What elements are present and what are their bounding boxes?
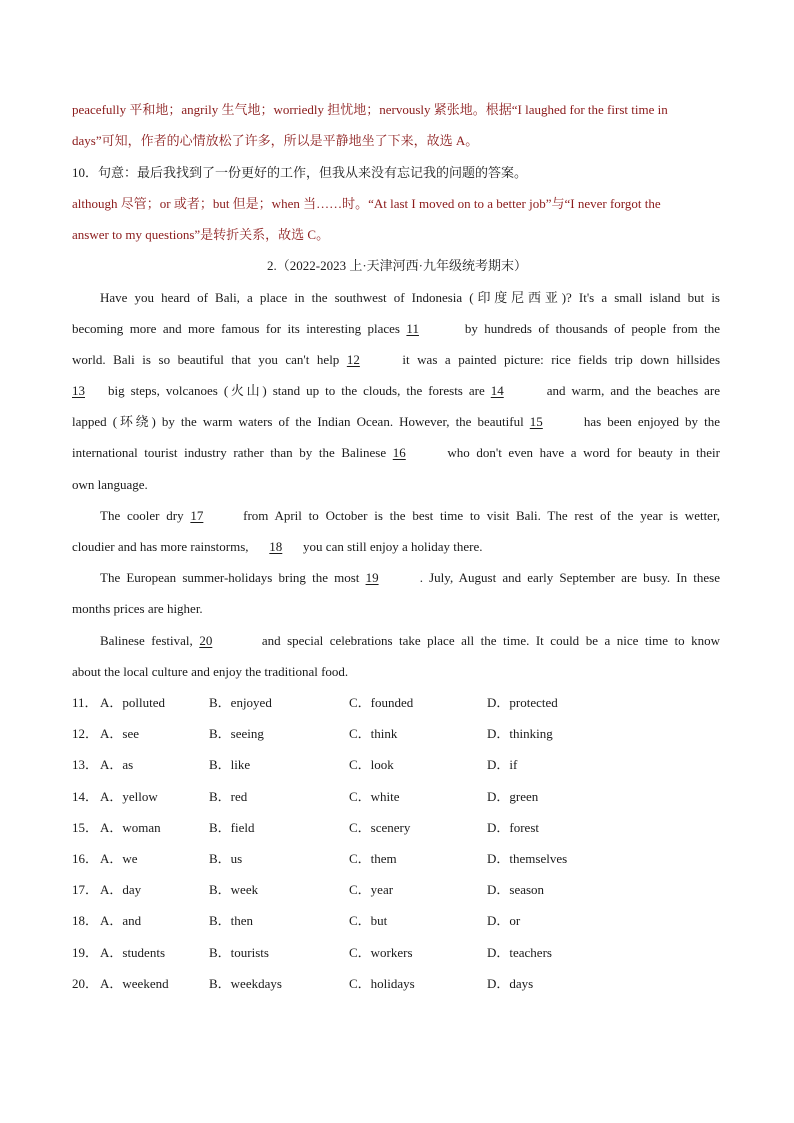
option-d: D．days <box>487 976 534 991</box>
option-c: C．think <box>349 726 398 741</box>
passage-line <box>72 350 720 370</box>
question-options <box>72 693 722 713</box>
passage-text: big steps, volcanoes (火山) stand up to the clouds, the forests are <box>108 383 485 398</box>
question-number: 12． <box>72 726 99 741</box>
option-a: A．and <box>100 913 142 928</box>
option-c: C．them <box>349 851 397 866</box>
option-c: C．founded <box>349 695 414 710</box>
option-c: C．white <box>349 789 400 804</box>
option-b: B．tourists <box>209 945 269 960</box>
option-c: C．look <box>349 757 394 772</box>
passage-text: The European summer-holidays bring the most <box>100 570 360 585</box>
option-b: B．enjoyed <box>209 695 272 710</box>
question-number: 13． <box>72 757 99 772</box>
passage-text: lapped (环绕) by the warm waters of the Indian Ocean. However, the beautiful <box>72 414 524 429</box>
passage-text: by hundreds of thousands of people from the <box>464 321 721 336</box>
blank-20: 20 <box>199 633 213 648</box>
passage-line <box>72 537 720 557</box>
passage-text: Balinese festival, <box>100 633 193 648</box>
option-d: D．season <box>487 882 545 897</box>
option-d: D．teachers <box>487 945 552 960</box>
option-b: B．week <box>209 882 259 897</box>
passage-line <box>100 631 720 651</box>
option-d: D．or <box>487 913 521 928</box>
passage-line: months prices are higher. <box>72 601 203 616</box>
explanation-line: although 尽管；or 或者；but 但是；when 当……时。“At last I moved on to a better job”与“I never forgot the <box>72 196 661 211</box>
option-b: B．seeing <box>209 726 264 741</box>
option-b: B．red <box>209 789 248 804</box>
question-options <box>72 880 722 900</box>
option-a: A．day <box>100 882 142 897</box>
blank-12: 12 <box>346 352 360 367</box>
option-a: A．students <box>100 945 166 960</box>
blank-13: 13 <box>72 383 85 398</box>
option-d: D．forest <box>487 820 539 835</box>
option-b: B．field <box>209 820 255 835</box>
question-number: 19． <box>72 945 99 960</box>
option-a: A．yellow <box>100 789 158 804</box>
question-number: 18． <box>72 913 99 928</box>
question-options <box>72 943 722 963</box>
option-c: C．scenery <box>349 820 411 835</box>
blank-17: 17 <box>190 508 204 523</box>
option-b: B．like <box>209 757 251 772</box>
passage-line <box>72 412 720 432</box>
question-options <box>72 724 722 744</box>
option-d: D．if <box>487 757 518 772</box>
passage-text: becoming more and more famous for its interesting places <box>72 321 400 336</box>
passage-text: who don't even have a word for beauty in their <box>447 445 720 460</box>
option-c: C．year <box>349 882 394 897</box>
question-options <box>72 755 722 775</box>
passage-line: about the local culture and enjoy the traditional food. <box>72 664 349 679</box>
section-heading: 2.（2022-2023 上·天津河西·九年级统考期末） <box>267 258 527 273</box>
passage-line: Have you heard of Bali, a place in the southwest of Indonesia (印度尼西亚)? It's a small island but is <box>100 290 720 305</box>
option-a: A．as <box>100 757 134 772</box>
question-number: 16． <box>72 851 99 866</box>
option-c: C．but <box>349 913 388 928</box>
question-number: 11． <box>72 695 98 710</box>
passage-text: you can still enjoy a holiday there. <box>303 539 483 554</box>
passage-text: world. Bali is so beautiful that you can't help <box>72 352 340 367</box>
passage-line <box>100 506 720 526</box>
option-c: C．holidays <box>349 976 415 991</box>
option-a: A．woman <box>100 820 161 835</box>
passage-text: cloudier and has more rainstorms, <box>72 539 249 554</box>
passage-text: from April to October is the best time to visit Bali. The rest of the year is wetter, <box>243 508 721 523</box>
passage-line <box>72 381 720 401</box>
question-options <box>72 818 722 838</box>
option-a: A．see <box>100 726 139 741</box>
option-d: D．thinking <box>487 726 553 741</box>
passage-line: own language. <box>72 477 148 492</box>
question-number: 20． <box>72 976 99 991</box>
explanation-line: answer to my questions”是转折关系，故选 C。 <box>72 227 330 242</box>
passage-text: has been enjoyed by the <box>583 414 720 429</box>
question-options <box>72 787 722 807</box>
question-options <box>72 911 722 931</box>
question-10-explanation: 10．句意：最后我找到了一份更好的工作，但我从来没有忘记我的问题的答案。 <box>72 165 528 180</box>
passage-text: and warm, and the beaches are <box>546 383 721 398</box>
passage-text: and special celebrations take place all the time. It could be a nice time to know <box>261 633 721 648</box>
blank-16: 16 <box>392 445 406 460</box>
question-options <box>72 849 722 869</box>
question-number: 14． <box>72 789 99 804</box>
option-a: A．we <box>100 851 138 866</box>
blank-19: 19 <box>365 570 379 585</box>
blank-15: 15 <box>529 414 543 429</box>
option-d: D．protected <box>487 695 558 710</box>
explanation-line: peacefully 平和地；angrily 生气地；worriedly 担忧地；nervously 紧张地。根据“I laughed for the first time in <box>72 102 668 117</box>
passage-text: international tourist industry rather than by the Balinese <box>72 445 387 460</box>
passage-text: The cooler dry <box>100 508 184 523</box>
passage-line <box>72 319 720 339</box>
passage-line <box>72 443 720 463</box>
option-a: A．polluted <box>100 695 165 710</box>
blank-11: 11 <box>406 321 419 336</box>
blank-18: 18 <box>269 539 283 554</box>
question-number: 15． <box>72 820 99 835</box>
question-options <box>72 974 722 994</box>
option-b: B．weekdays <box>209 976 282 991</box>
option-d: D．themselves <box>487 851 568 866</box>
blank-14: 14 <box>490 383 504 398</box>
passage-text: it was a painted picture: rice fields trip down hillsides <box>402 352 721 367</box>
option-c: C．workers <box>349 945 413 960</box>
option-d: D．green <box>487 789 539 804</box>
option-b: B．us <box>209 851 243 866</box>
option-b: B．then <box>209 913 254 928</box>
question-number: 17． <box>72 882 99 897</box>
option-a: A．weekend <box>100 976 169 991</box>
passage-text: . July, August and early September are busy. In these <box>419 570 720 585</box>
passage-line <box>100 568 720 588</box>
explanation-line: days”可知，作者的心情放松了许多，所以是平静地坐了下来，故选 A。 <box>72 133 479 148</box>
